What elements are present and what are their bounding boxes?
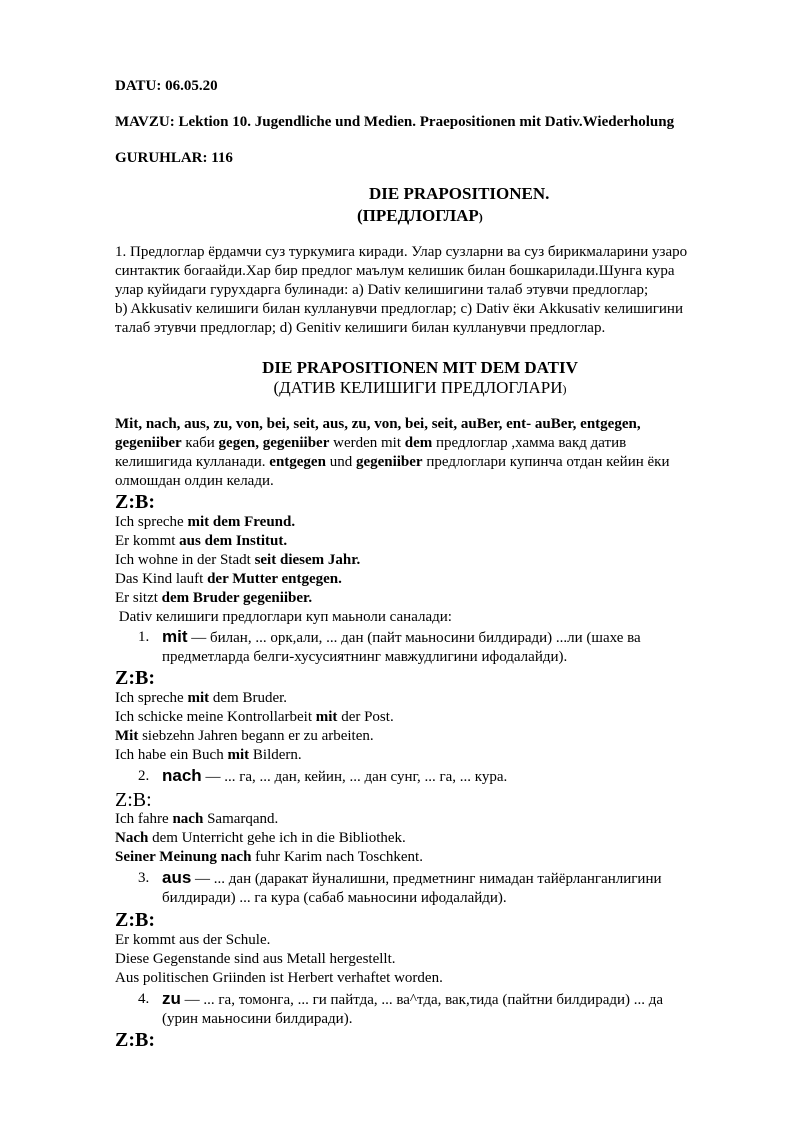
item-number: 1. [138,629,150,645]
item-text: — ... дан (даракат йуналишни, предметнинг нимадан тайёрланганлигини [191,871,662,887]
example-line [115,708,735,727]
dativ-section-title: DIE PRAPOSITIONEN MIT DEM DATIV [262,358,578,377]
example-bold: seit diesem Jahr. [254,552,361,568]
item-line [162,627,725,648]
example-text: Bildern. [249,747,302,763]
example-bold: Seiner Meinung nach [115,849,252,865]
example-text: Ich spreche [115,690,188,706]
example-line [115,810,735,829]
intro-paragraph [115,243,735,338]
example-bold: Mit [115,728,139,744]
example-bold: mit [227,747,250,763]
dativ-para-line [115,415,735,434]
example-line [115,589,735,608]
item-line [162,989,725,1010]
main-subtitle-text: (ПРЕДЛОГЛАР [357,206,479,225]
intro-line: улар куйидаги гурухдарга булинади: a) Dativ келишигини талаб этувчи предлоглар; [115,282,649,298]
bold-term: gegeniiber [355,454,423,470]
example-line: Aus politischen Griinden ist Herbert verhaftet worden. [115,970,443,986]
list-item-aus [115,868,725,908]
example-bold: Nach [115,830,149,846]
examples-2 [115,689,735,765]
example-text: Ich spreche [115,514,188,530]
example-line [115,848,735,867]
example-bold: mit dem Freund. [187,514,296,530]
dativ-subtitle-close: ) [562,382,567,396]
topic-line: MAVZU: Lektion 10. Jugendliche und Medien. Praepositionen mit Dativ.Wiederholung [115,114,675,130]
bold-term: gegeniiber [115,435,182,451]
list-item-zu [115,989,725,1029]
text: werden mit [329,435,405,451]
example-line [115,746,735,765]
intro-line: 1. Предлоглар ёрдамчи суз туркумига киради. Улар сузларни ва суз бирикмаларини узаро [115,244,688,260]
item-term: zu [162,989,181,1008]
item-text: — билан, ... орк,али, ... дан (пайт маьносини билдиради) ...ли (шахе ва [187,630,641,646]
item-line [162,868,725,889]
example-line: Diese Gegenstande sind aus Metall hergestellt. [115,951,396,967]
examples-4 [115,931,735,988]
dativ-subtitle-text: (ДАТИВ КЕЛИШИГИ ПРЕДЛОГЛАРИ [273,378,563,397]
groups-line: GURUHLAR: 116 [115,150,233,166]
example-line [115,727,735,746]
zb-label: Z:B: [115,667,155,689]
dativ-para-line [115,453,735,472]
example-text: der Post. [337,709,394,725]
example-line [115,551,735,570]
item-line: предметларда белги-хусусиятнинг мавжудлигини ифодалайди). [162,649,568,665]
example-text: Samarqand. [203,811,279,827]
bold-term: entgegen [269,454,326,470]
dativ-section-subtitle [115,377,725,400]
example-text: dem Bruder. [209,690,288,706]
examples-3 [115,810,735,867]
zb-label: Z:B: [115,789,152,811]
item-body [162,766,725,787]
intro-line: b) Akkusativ келишиги билан кулланувчи предлоглар; c) Dativ ёки Akkusativ келишигини [115,301,683,317]
item-body [162,627,725,667]
item-term: mit [162,627,188,646]
example-bold: mit [315,709,338,725]
item-number: 2. [138,768,150,784]
list-item-mit [115,627,725,667]
text: предлоглар ,хамма вакд датив [432,435,627,451]
example-line: Er kommt aus der Schule. [115,932,271,948]
example-line [115,513,735,532]
example-text: Ich habe ein Buch [115,747,228,763]
example-text: Er sitzt [115,590,162,606]
item-text: — ... га, томонга, ... ги пайтда, ... ва^тда, вак,тида (пайтни билдиради) ... да [180,992,664,1008]
date-line: DATU: 06.05.20 [115,78,218,94]
example-bold: der Mutter entgegen. [207,571,342,587]
intro-line: талаб этувчи предлоглар; d) Genitiv келишиги билан кулланувчи предлоглар. [115,320,606,336]
dativ-para-line: олмошдан олдин келади. [115,473,274,489]
example-line [115,829,735,848]
example-text: fuhr Karim nach Toschkent. [251,849,423,865]
example-bold: mit [187,690,210,706]
item-body [162,868,725,908]
item-line: (урин маьносини билдиради). [162,1011,353,1027]
intro-line: синтактик богаайди.Хар бир предлог маълум келишик билан бошкарилади.Шунга кура [115,263,675,279]
example-text: siebzehn Jahren begann er zu arbeiten. [138,728,374,744]
example-text: Ich fahre [115,811,173,827]
zb-label: Z:B: [115,909,155,931]
main-title [369,183,549,204]
text: каби [181,435,219,451]
item-line [162,766,725,787]
example-text: Ich schicke meine Kontrollarbeit [115,709,316,725]
example-bold: nach [172,811,204,827]
example-bold: aus dem Institut. [179,533,288,549]
zb-label: Z:B: [115,491,155,513]
item-body [162,989,725,1029]
dativ-para-line [115,434,735,453]
item-line: билдиради) ... га кура (сабаб маьносини ифодалайди). [162,890,507,906]
zb-label: Z:B: [115,1029,155,1051]
example-text: Ich wohne in der Stadt [115,552,255,568]
item-number: 4. [138,991,150,1007]
example-line [115,570,735,589]
example-bold: dem Bruder gegeniiber. [161,590,313,606]
text: und [325,454,356,470]
list-item-nach [115,766,725,787]
text: предлоглари купинча отдан кейин ёки [422,454,670,470]
main-subtitle-close: ) [478,210,483,224]
dativ-paragraph [115,415,735,491]
item-number: 3. [138,870,150,886]
item-term: aus [162,868,192,887]
main-title-text: DIE PRAPOSITIONEN. [369,184,550,203]
item-text: — ... га, ... дан, кейин, ... дан сунг, ... га, ... кура. [201,769,508,785]
examples-1 [115,513,735,627]
item-term: nach [162,766,202,785]
example-text: dem Unterricht gehe ich in die Bibliothek. [148,830,406,846]
example-line [115,689,735,708]
example-text: Er kommt [115,533,180,549]
example-line [115,532,735,551]
main-subtitle [357,205,483,228]
bold-term: dem [404,435,433,451]
example-text: Das Kind lauft [115,571,208,587]
bold-term: gegen, gegeniiber [218,435,330,451]
meaning-intro: Dativ келишиги предлоглари куп маьноли саналади: [115,609,452,625]
text: келишигида кулланади. [115,454,270,470]
preposition-list: Mit, nach, aus, zu, von, bei, seit, aus, zu, von, bei, seit, auBer, ent- auBer, entgegen, [115,416,641,432]
